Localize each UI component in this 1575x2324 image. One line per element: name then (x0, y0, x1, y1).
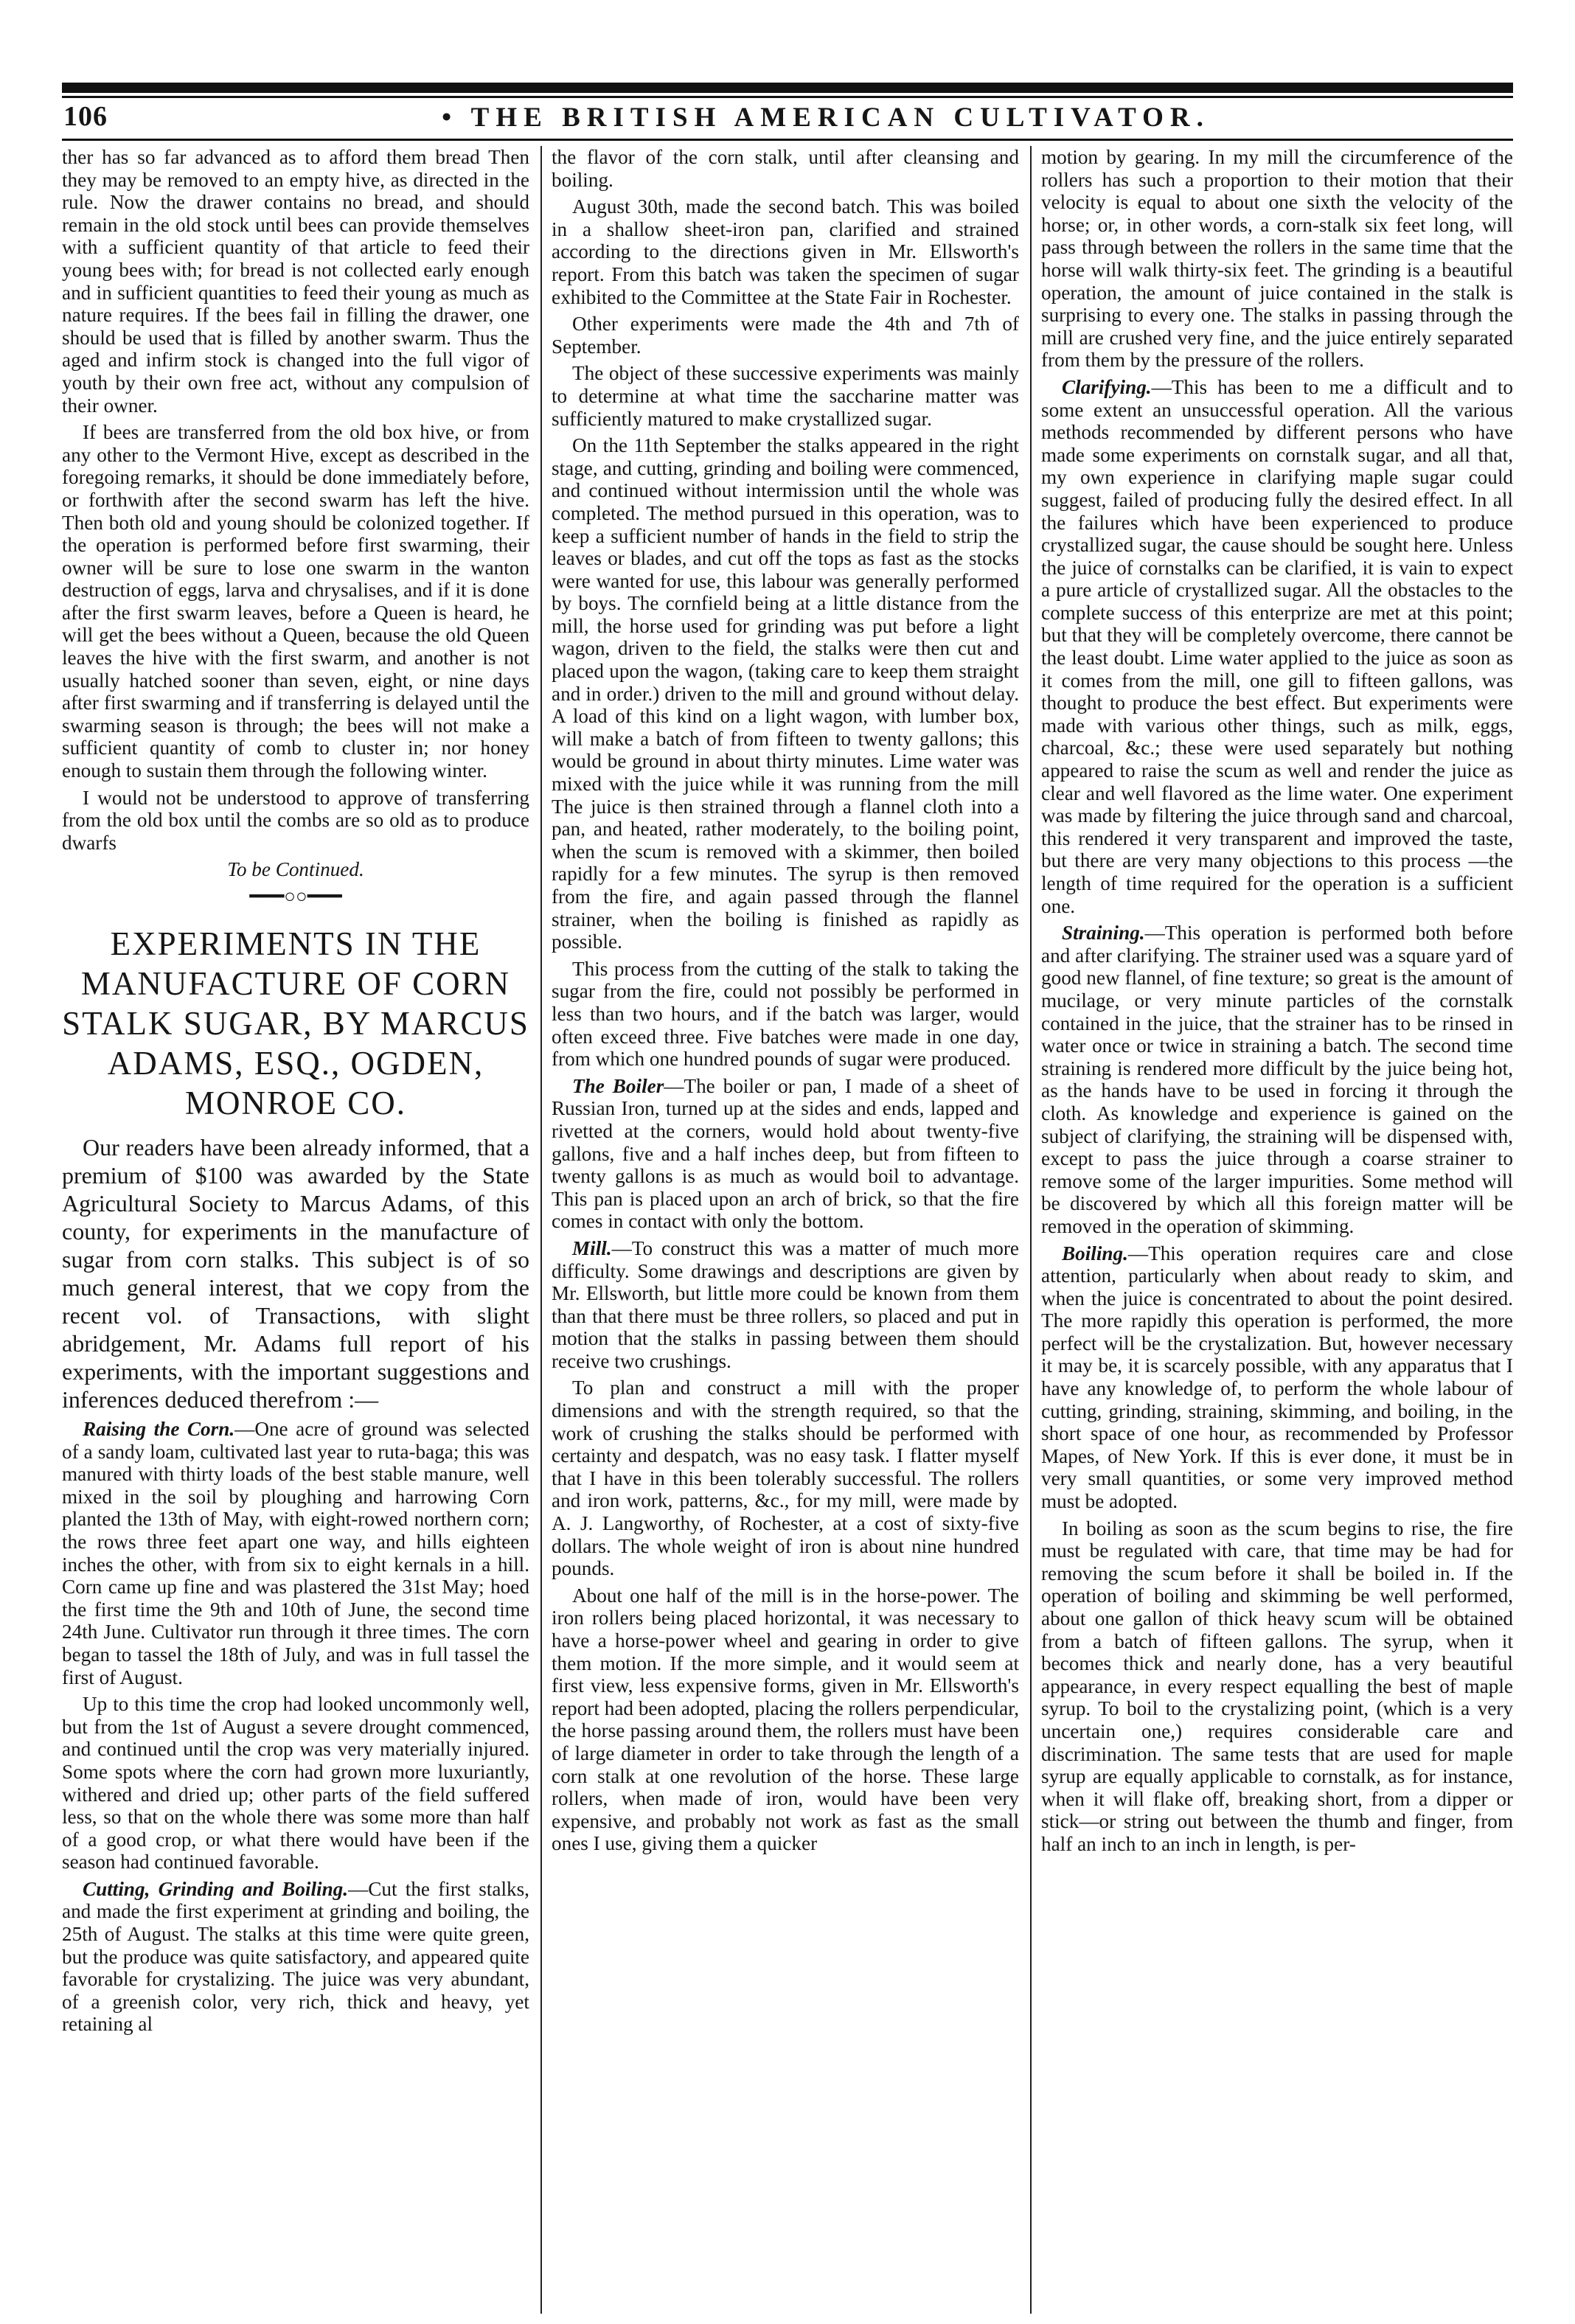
boiling-lead: Boiling. (1062, 1242, 1128, 1264)
boiler-paragraph (552, 1075, 1019, 1233)
column-left (62, 146, 529, 2314)
cutting-paragraph (62, 1878, 529, 2036)
mill-paragraph (552, 1237, 1019, 1373)
raising-corn-lead: Raising the Corn. (83, 1418, 235, 1440)
raising-corn-paragraph (62, 1418, 529, 1688)
boiler-text: —The boiler or pan, I made of a sheet of Russian Iron, turned up at the sides and ends, lapped and rivetted at the corners, would hold about twenty-five gallons, five and a half inches deep, but from fifteen to twenty gallons is as much as would boil to advantage. This pan is placed upon an arch of brick, so that the fire comes in contact with only the bottom. (552, 1074, 1019, 1233)
boiler-lead: The Boiler (572, 1074, 664, 1097)
clarifying-paragraph (1041, 376, 1513, 917)
cutting-lead: Cutting, Grinding and Boiling. (83, 1877, 349, 1900)
col2-paragraph-2: August 30th, made the second batch. This was boiled in a shallow sheet-iron pan, clarified and strained according to the directions given in Mr. Ellsworth's report. From this batch was taken the specimen of sugar exhibited to the Committee at the State Fair in Rochester. (552, 195, 1019, 308)
column-rule-2 (1030, 146, 1032, 2314)
col2-paragraph-1: the flavor of the corn stalk, until after cleansing and boiling. (552, 146, 1019, 191)
column-right (1041, 146, 1513, 2314)
mill-text: —To construct this was a matter of much more difficulty. Some drawings and descriptions are given by Mr. Ellsworth, but little more could be known from them than that there must be three rollers, so placed and put in motion that the stalks in passing between them should receive two crushings. (552, 1236, 1019, 1372)
col2-paragraph-4: The object of these successive experiments was mainly to determine at what time the saccharine matter was sufficiently matured to make crystallized sugar. (552, 362, 1019, 430)
col2-paragraph-5: On the 11th September the stalks appeared in the right stage, and cutting, grinding and boiling were commenced, and continued without intermission until the whole was completed. The method pursued in this operation, was to keep a sufficient number of hands in the field to strip the leaves or blades, and cut off the tops as fast as the stocks were wanted for use, this labour was generally performed by boys. The cornfield being at a little distance from the mill, the horse used for grinding was put before a light wagon, driven to the field, the stalks were then cut and placed upon the wagon, (taking care to keep them straight and in order.) driven to the mill and ground without delay. A load of this kind on a light wagon, with lumber box, will make a batch of from fifteen to twenty gallons; this would be ground in about thirty minutes. Lime water was mixed with the juice while it was running from the mill The juice is then strained through a flannel cloth into a pan, and heated, rather moderately, to the boiling point, when the scum is removed with a skimmer, then boiled rapidly for a few minutes. The syrup is then removed from the fire, and again passed through the flannel strainer, when the boiling is finished as rapidly as possible. (552, 434, 1019, 953)
article-intro: Our readers have been already informed, that a premium of $100 was awarded by the State Agricultural Society to Marcus Adams, of this county, for experiments in the manufacture of sugar from corn stalks. This subject is of so much general interest, that we copy from the recent vol. of Transactions, with slight abridgement, Mr. Adams full report of his experiments, with the important suggestions and inferences deduced therefrom :— (62, 1134, 529, 1413)
to-be-continued: To be Continued. (227, 858, 364, 881)
col2-paragraph-8: About one half of the mill is in the horse-power. The iron rollers being placed horizontal, it was necessary to have a horse-power wheel and gearing in order to give them motion. If the more simple, and it would seem at first view, less expensive forms, given in Mr. Ellsworth's report had been adopted, placing the rollers perpendicular, the horse passing around them, the rollers must have been of large diameter in order to take through the length of a corn stalk at one revolution of the horse. These large rollers, when made of iron, would have been very expensive, and probably not work as fast as the small ones I use, giving them a quicker (552, 1584, 1019, 1855)
masthead-rule-heavy (62, 83, 1513, 93)
cutting-text: —Cut the first stalks, and made the first experiment at grinding and boiling, the 25th of August. The stalks at this time were quite green, but the produce was quite satisfactory, and appeared quite favorable for crystalizing. The juice was very abundant, of a greenish color, very rich, thick and heavy, yet retaining al (62, 1877, 529, 2036)
bees-paragraph-2: If bees are transferred from the old box hive, or from any other to the Vermont Hive, except as described in the foregoing remarks, it should be done immediately before, or forthwith after the second swarm has left the hive. Then both old and young should be colonized together. If the operation is performed before first swarming, their owner will be sure to lose one swarm in the wanton destruction of eggs, larva and chrysalises, and if it is done after the first swarm leaves, before a Queen is heard, he will get the bees without a Queen, because the old Queen leaves the hive with the first swarm, and another is not usually hatched sooner than seven, eight, or nine days after first swarming and if transferring is delayed until the swarming season is through; the bees will not make a sufficient quantity of comb to cluster in; nor honey enough to sustain them through the following winter. (62, 421, 529, 782)
col2-paragraph-3: Other experiments were made the 4th and 7th of September. (552, 313, 1019, 358)
bees-paragraph-1: ther has so far advanced as to afford them bread Then they may be removed to an empty hive, as directed in the rule. Now the drawer contains no bread, and should remain in the old stock until bees can provide themselves with a sufficient quantity of that article to feed their young bees with; for bread is not collected early enough and in sufficient quantities to feed their young as much as nature requires. If the bees fail in filling the drawer, one should be used that is filled by another swarm. Thus the aged and infirm stock is changed into the full vigor of youth by their own free act, without any compulsion of their owner. (62, 146, 529, 417)
straining-paragraph (1041, 922, 1513, 1237)
boiling-text: —This operation requires care and close attention, particularly when about ready to skim, and when the juice is concentrated to about the point desired. The more rapidly this operation is performed, the more perfect will be the crystalization. But, however necessary it may be, it is scarcely possible, with any apparatus that I have any knowledge of, to perform the whole labour of cutting, grinding, straining, skimming, and boiling, in the short space of one hour, as recommended by Professor Mapes, of New York. If this is ever done, it must be in very small quantities, or some very improved method must be adopted. (1041, 1242, 1513, 1513)
col2-paragraph-7: To plan and construct a mill with the proper dimensions and with the strength required, so that the work of crushing the stalks should be performed with certainty and despatch, was no easy task. I flatter myself that I have in this been tolerably successful. The rollers and iron work, patterns, &c., for my mill, were made by A. J. Langworthy, of Rochester, at a cost of sixty-five dollars. The whole weight of iron is about nine hundred pounds. (552, 1377, 1019, 1580)
header-rule (62, 139, 1513, 141)
article-title: EXPERIMENTS IN THE MANUFACTURE OF CORN STALK SUGAR, BY MARCUS ADAMS, ESQ., OGDEN, MONROE CO. (62, 925, 529, 1121)
mill-lead: Mill. (572, 1236, 612, 1259)
drought-paragraph: Up to this time the crop had looked uncommonly well, but from the 1st of August a severe drought commenced, and continued until the crop was very materially injured. Some spots where the corn had grown more luxuriantly, withered and dried up; other parts of the field suffered less, so that on the whole there was some more than half of a good crop, or what there would have been if the season had continued favorable. (62, 1693, 529, 1874)
straining-text: —This operation is performed both before and after clarifying. The strainer used was a square yard of good new flannel, of fine texture; so great is the amount of mucilage, or very minute particles of the cornstalk contained in the juice, that the strainer has to be rinsed in water once or twice in straining a batch. The second time straining is rendered more difficult by the juice being hot, as the hands have to be used in forcing it through the cloth. As knowledge and experience is gained on the subject of clarifying, the straining will be dispensed with, except to pass the juice through a coarse strainer to remove some of the larger impurities. Some method will be discovered by which all this foreign matter will be removed in the operation of skimming. (1041, 922, 1513, 1237)
straining-lead: Straining. (1062, 922, 1145, 944)
clarifying-text: —This has been to me a difficult and to some extent an unsuccessful operation. All the various methods recommended by different persons who have made some experiments on cornstalk sugar, and all that, my own experience in clarifying maple sugar could suggest, failed of producing fully the desired effect. In all the failures which have been experienced to produce crystallized sugar, the cause should be sought here. Unless the juice of cornstalks can be clarified, it is vain to expect a pure article of crystallized sugar. All the obstacles to the complete success of this enterprize are met at this point; but that they will be completely overcome, there cannot be the least doubt. Lime water applied to the juice as soon as it comes from the mill, one gill to fifteen gallons, was thought to produce the best effect. But experiments were made with various other things, such as milk, eggs, charcoal, &c.; these were used separately but nothing appeared to raise the scum as well and render the juice as clear and well flavored as the lime water. One experiment was made by filtering the juice through sand and charcoal, this rendered it very transparent and improved the taste, but there are very many objections to this process —the length of time required for the operation is a sufficient one. (1041, 375, 1513, 917)
col3-last-paragraph: In boiling as soon as the scum begins to rise, the fire must be regulated with care, that time may be had for removing the scum before it shall be boiled in. If the operation of boiling and skimming be well performed, about one gallon of thick heavy scum will be obtained from a batch of fifteen gallons. The syrup, when it becomes thick and nearly done, has a very beautiful appearance, in every respect equalling the best of maple syrup. To boil to the crystalizing point, (which is a very uncertain one,) requires considerable care and discrimination. The same tests that are used for maple syrup are equally applicable to cornstalk, as for instance, when it will flake off, breaking short, from a dipper or stick—or string out between the thumb and finger, from half an inch to an inch in length, is per- (1041, 1517, 1513, 1855)
clarifying-lead: Clarifying. (1062, 375, 1152, 398)
column-middle (552, 146, 1019, 2314)
masthead-title: • THE BRITISH AMERICAN CULTIVATOR. (442, 102, 1210, 133)
raising-corn-text: —One acre of ground was selected of a sandy loam, cultivated last year to ruta-baga; this was manured with thirty loads of the best stable manure, well mixed in the soil by ploughing and harrowing Corn planted the 13th of May, with eight-rowed northern corn; the rows three feet apart one way, and hills eighteen inches the other, with from six to eight kernals in a hill. Corn came up fine and was plastered the 31st May; hoed the first time the 9th and 10th of June, the second time 24th June. Cultivator run through it three times. The corn began to tassel the 18th of July, and was in full tassel the first of August. (62, 1418, 529, 1688)
page-number: 106 (63, 101, 108, 132)
col3-paragraph-1: motion by gearing. In my mill the circumference of the rollers has such a proportion to their motion that their velocity is equal to about one sixth the velocity of the horse; or, in other words, a corn-stalk six feet long, will pass through between the rollers in the same time that the horse will walk thirty-six feet. The grinding is a beautiful operation, the amount of juice contained in the stalk is surprising to every one. The stalks in passing through the mill are crushed very fine, and the juice entirely separated from them by the pressure of the rollers. (1041, 146, 1513, 372)
boiling-paragraph (1041, 1242, 1513, 1513)
bees-paragraph-3: I would not be understood to approve of transferring from the old box until the combs are so old as to produce dwarfs (62, 786, 529, 854)
col2-paragraph-6: This process from the cutting of the stalk to taking the sugar from the fire, could not possibly be performed in less than two hours, and if the batch was larger, would often exceed three. Five batches were made in one day, from which one hundred pounds of sugar were produced. (552, 957, 1019, 1071)
column-rule-1 (540, 146, 542, 2314)
ornament-divider: ━━━○○━━━ (249, 886, 342, 907)
masthead-rule-thin (62, 96, 1513, 98)
